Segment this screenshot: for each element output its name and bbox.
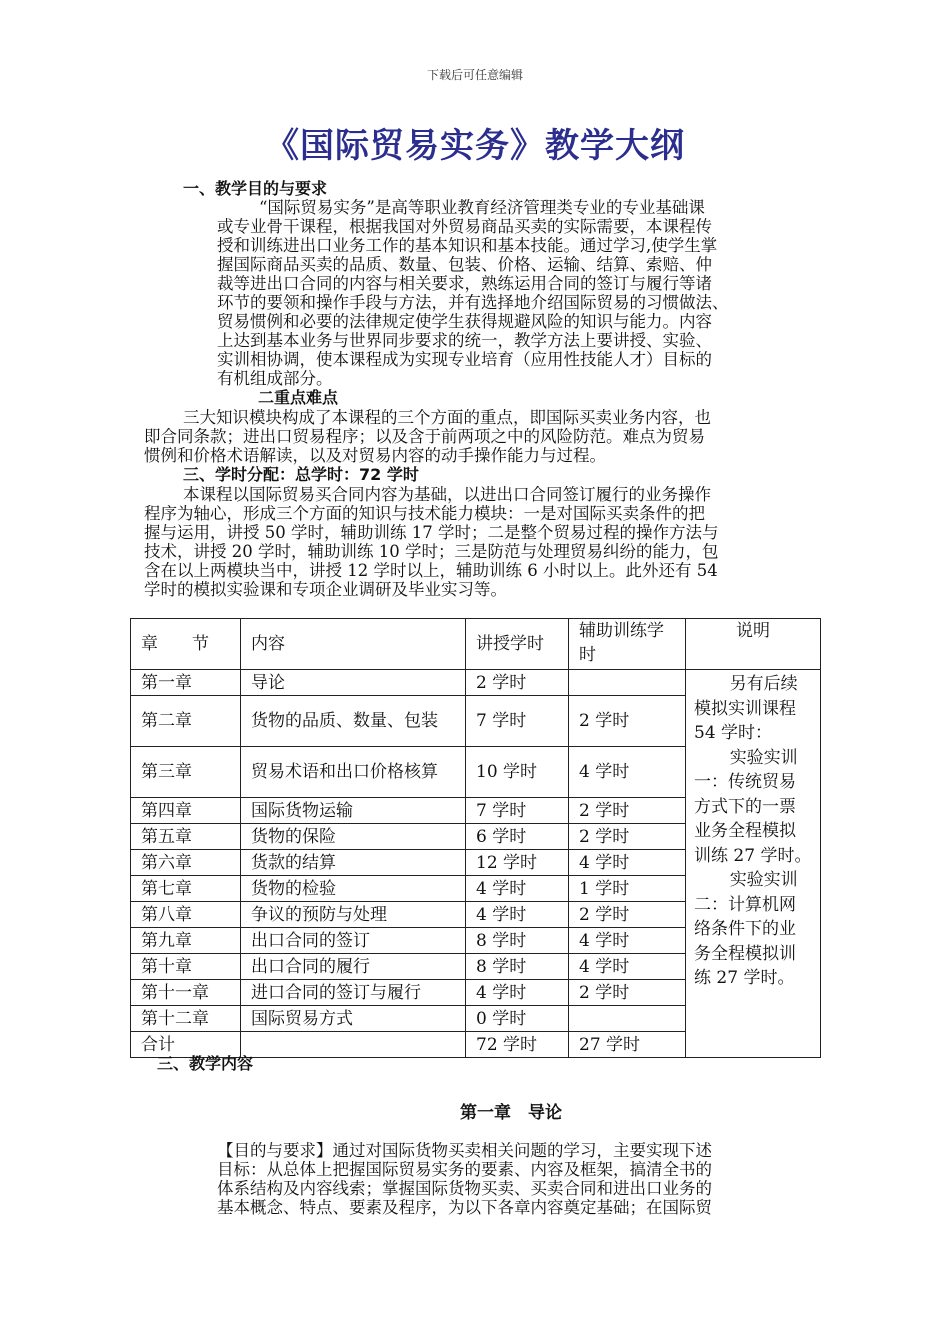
section1-line: 或专业骨干课程，根据我国对外贸易商品买卖的实际需要，本课程传 (217, 217, 712, 236)
note-line: 实验实训二：计算机网络条件下的业务全程模拟训练 27 学时。 (694, 870, 798, 988)
section1-line: 环节的要领和操作手段与方法，并有选择地介绍国际贸易的习惯做法、 (217, 293, 729, 312)
section3-line: 技术，讲授 20 学时，辅助训练 10 学时；三是防范与处理贸易纠纷的能力，包 (144, 542, 719, 561)
header-chapter: 章 节 (131, 619, 241, 670)
cell-lecture-hours: 0 学时 (466, 1006, 569, 1032)
header-notes: 说明 (686, 619, 821, 670)
cell-lecture-hours: 4 学时 (466, 980, 569, 1006)
cell-content: 货物的品质、数量、包装 (241, 696, 466, 747)
section1-line: 有机组成部分。 (217, 369, 333, 388)
cell-content (241, 1032, 466, 1058)
header-lecture-hours: 讲授学时 (466, 619, 569, 670)
section1-line: 授和训练进出口业务工作的基本知识和基本技能。通过学习,使学生掌 (217, 236, 718, 255)
section2-line: 三大知识模块构成了本课程的三个方面的重点，即国际买卖业务内容，也 (183, 408, 711, 427)
cell-training-hours: 2 学时 (569, 798, 686, 824)
cell-lecture-hours: 10 学时 (466, 747, 569, 798)
cell-chapter: 合计 (131, 1032, 241, 1058)
section1-line: 握国际商品买卖的品质、数量、包装、价格、运输、结算、索赔、仲 (217, 255, 712, 274)
hours-table (130, 618, 821, 1058)
cell-lecture-hours: 7 学时 (466, 696, 569, 747)
cell-lecture-hours: 6 学时 (466, 824, 569, 850)
cell-lecture-hours: 12 学时 (466, 850, 569, 876)
cell-training-hours: 4 学时 (569, 850, 686, 876)
cell-content: 货物的保险 (241, 824, 466, 850)
section2-heading: 二重点难点 (258, 388, 339, 407)
table-row (131, 670, 821, 696)
section4-line: 【目的与要求】通过对国际货物买卖相关问题的学习，主要实现下述 (217, 1141, 712, 1160)
section4-line: 基本概念、特点、要素及程序，为以下各章内容奠定基础；在国际贸 (217, 1198, 712, 1217)
cell-chapter: 第二章 (131, 696, 241, 747)
cell-content: 进口合同的签订与履行 (241, 980, 466, 1006)
note-line: 实验实训一：传统贸易方式下的一票业务全程模拟训练 27 学时。 (694, 747, 812, 866)
cell-lecture-hours: 7 学时 (466, 798, 569, 824)
cell-chapter: 第五章 (131, 824, 241, 850)
cell-training-hours: 2 学时 (569, 980, 686, 1006)
section3-line: 含在以上两模块当中，讲授 12 学时以上，辅助训练 6 小时以上。此外还有 54 (144, 561, 718, 580)
cell-training-hours: 4 学时 (569, 954, 686, 980)
header-training-hours: 辅助训练学时 (569, 619, 686, 670)
cell-chapter: 第九章 (131, 928, 241, 954)
cell-content: 争议的预防与处理 (241, 902, 466, 928)
section3-line: 握与运用，讲授 50 学时，辅助训练 17 学时；二是整个贸易过程的操作方法与 (144, 523, 719, 542)
cell-training-hours: 27 学时 (569, 1032, 686, 1058)
cell-chapter: 第一章 (131, 670, 241, 696)
cell-training-hours: 4 学时 (569, 928, 686, 954)
cell-training-hours: 4 学时 (569, 747, 686, 798)
section4-line: 目标：从总体上把握国际贸易实务的要素、内容及框架，搞清全书的 (217, 1160, 712, 1179)
section3-line: 程序为轴心，形成三个方面的知识与技术能力模块：一是对国际买卖条件的把 (144, 504, 705, 523)
cell-lecture-hours: 2 学时 (466, 670, 569, 696)
cell-chapter: 第八章 (131, 902, 241, 928)
notes-cell (686, 670, 821, 1058)
section1-line: 上达到基本业务与世界同步要求的统一，教学方法上要讲授、实验、 (217, 331, 712, 350)
section4-line: 体系结构及内容线索；掌握国际货物买卖、买卖合同和进出口业务的 (217, 1179, 712, 1198)
cell-chapter: 第六章 (131, 850, 241, 876)
cell-chapter: 第三章 (131, 747, 241, 798)
section1-line: “国际贸易实务”是高等职业教育经济管理类专业的专业基础课 (259, 198, 705, 217)
cell-content: 出口合同的履行 (241, 954, 466, 980)
section3-line: 学时的模拟实验课和专项企业调研及毕业实习等。 (144, 580, 507, 599)
cell-content: 货款的结算 (241, 850, 466, 876)
cell-chapter: 第十一章 (131, 980, 241, 1006)
header-note: 下载后可任意编辑 (426, 68, 523, 82)
section4-heading: 三、教学内容 (157, 1054, 254, 1073)
cell-chapter: 第十二章 (131, 1006, 241, 1032)
cell-training-hours: 2 学时 (569, 696, 686, 747)
section1-line: 贸易惯例和必要的法律规定使学生获得规避风险的知识与能力。内容 (217, 312, 712, 331)
cell-training-hours (569, 670, 686, 696)
cell-training-hours (569, 1006, 686, 1032)
cell-content: 国际货物运输 (241, 798, 466, 824)
page-title: 《国际贸易实务》教学大纲 (265, 126, 685, 166)
header-content: 内容 (241, 619, 466, 670)
cell-chapter: 第七章 (131, 876, 241, 902)
cell-chapter: 第十章 (131, 954, 241, 980)
section1-line: 实训相协调，使本课程成为实现专业培育（应用性技能人才）目标的 (217, 350, 712, 369)
cell-content: 贸易术语和出口价格核算 (241, 747, 466, 798)
cell-content: 国际贸易方式 (241, 1006, 466, 1032)
cell-training-hours: 1 学时 (569, 876, 686, 902)
cell-lecture-hours: 8 学时 (466, 954, 569, 980)
section2-line: 惯例和价格术语解读，以及对贸易内容的动手操作能力与过程。 (144, 446, 606, 465)
table-header-row (131, 619, 821, 670)
chapter-title: 第一章 导论 (460, 1103, 562, 1123)
section3-heading: 三、学时分配：总学时：72 学时 (183, 465, 419, 484)
cell-chapter: 第四章 (131, 798, 241, 824)
section1-heading: 一、教学目的与要求 (183, 179, 328, 198)
section2-line: 即合同条款；进出口贸易程序；以及含于前两项之中的风险防范。难点为贸易 (144, 427, 705, 446)
cell-training-hours: 2 学时 (569, 902, 686, 928)
cell-lecture-hours: 8 学时 (466, 928, 569, 954)
note-line: 另有后续模拟实训课程 54 学时： (694, 674, 798, 743)
cell-lecture-hours: 4 学时 (466, 876, 569, 902)
section3-line: 本课程以国际贸易买合同内容为基础，以进出口合同签订履行的业务操作 (183, 485, 711, 504)
cell-content: 货物的检验 (241, 876, 466, 902)
cell-lecture-hours: 4 学时 (466, 902, 569, 928)
cell-content: 导论 (241, 670, 466, 696)
section1-line: 裁等进出口合同的内容与相关要求，熟练运用合同的签订与履行等诸 (217, 274, 712, 293)
cell-training-hours: 2 学时 (569, 824, 686, 850)
cell-content: 出口合同的签订 (241, 928, 466, 954)
cell-lecture-hours: 72 学时 (466, 1032, 569, 1058)
